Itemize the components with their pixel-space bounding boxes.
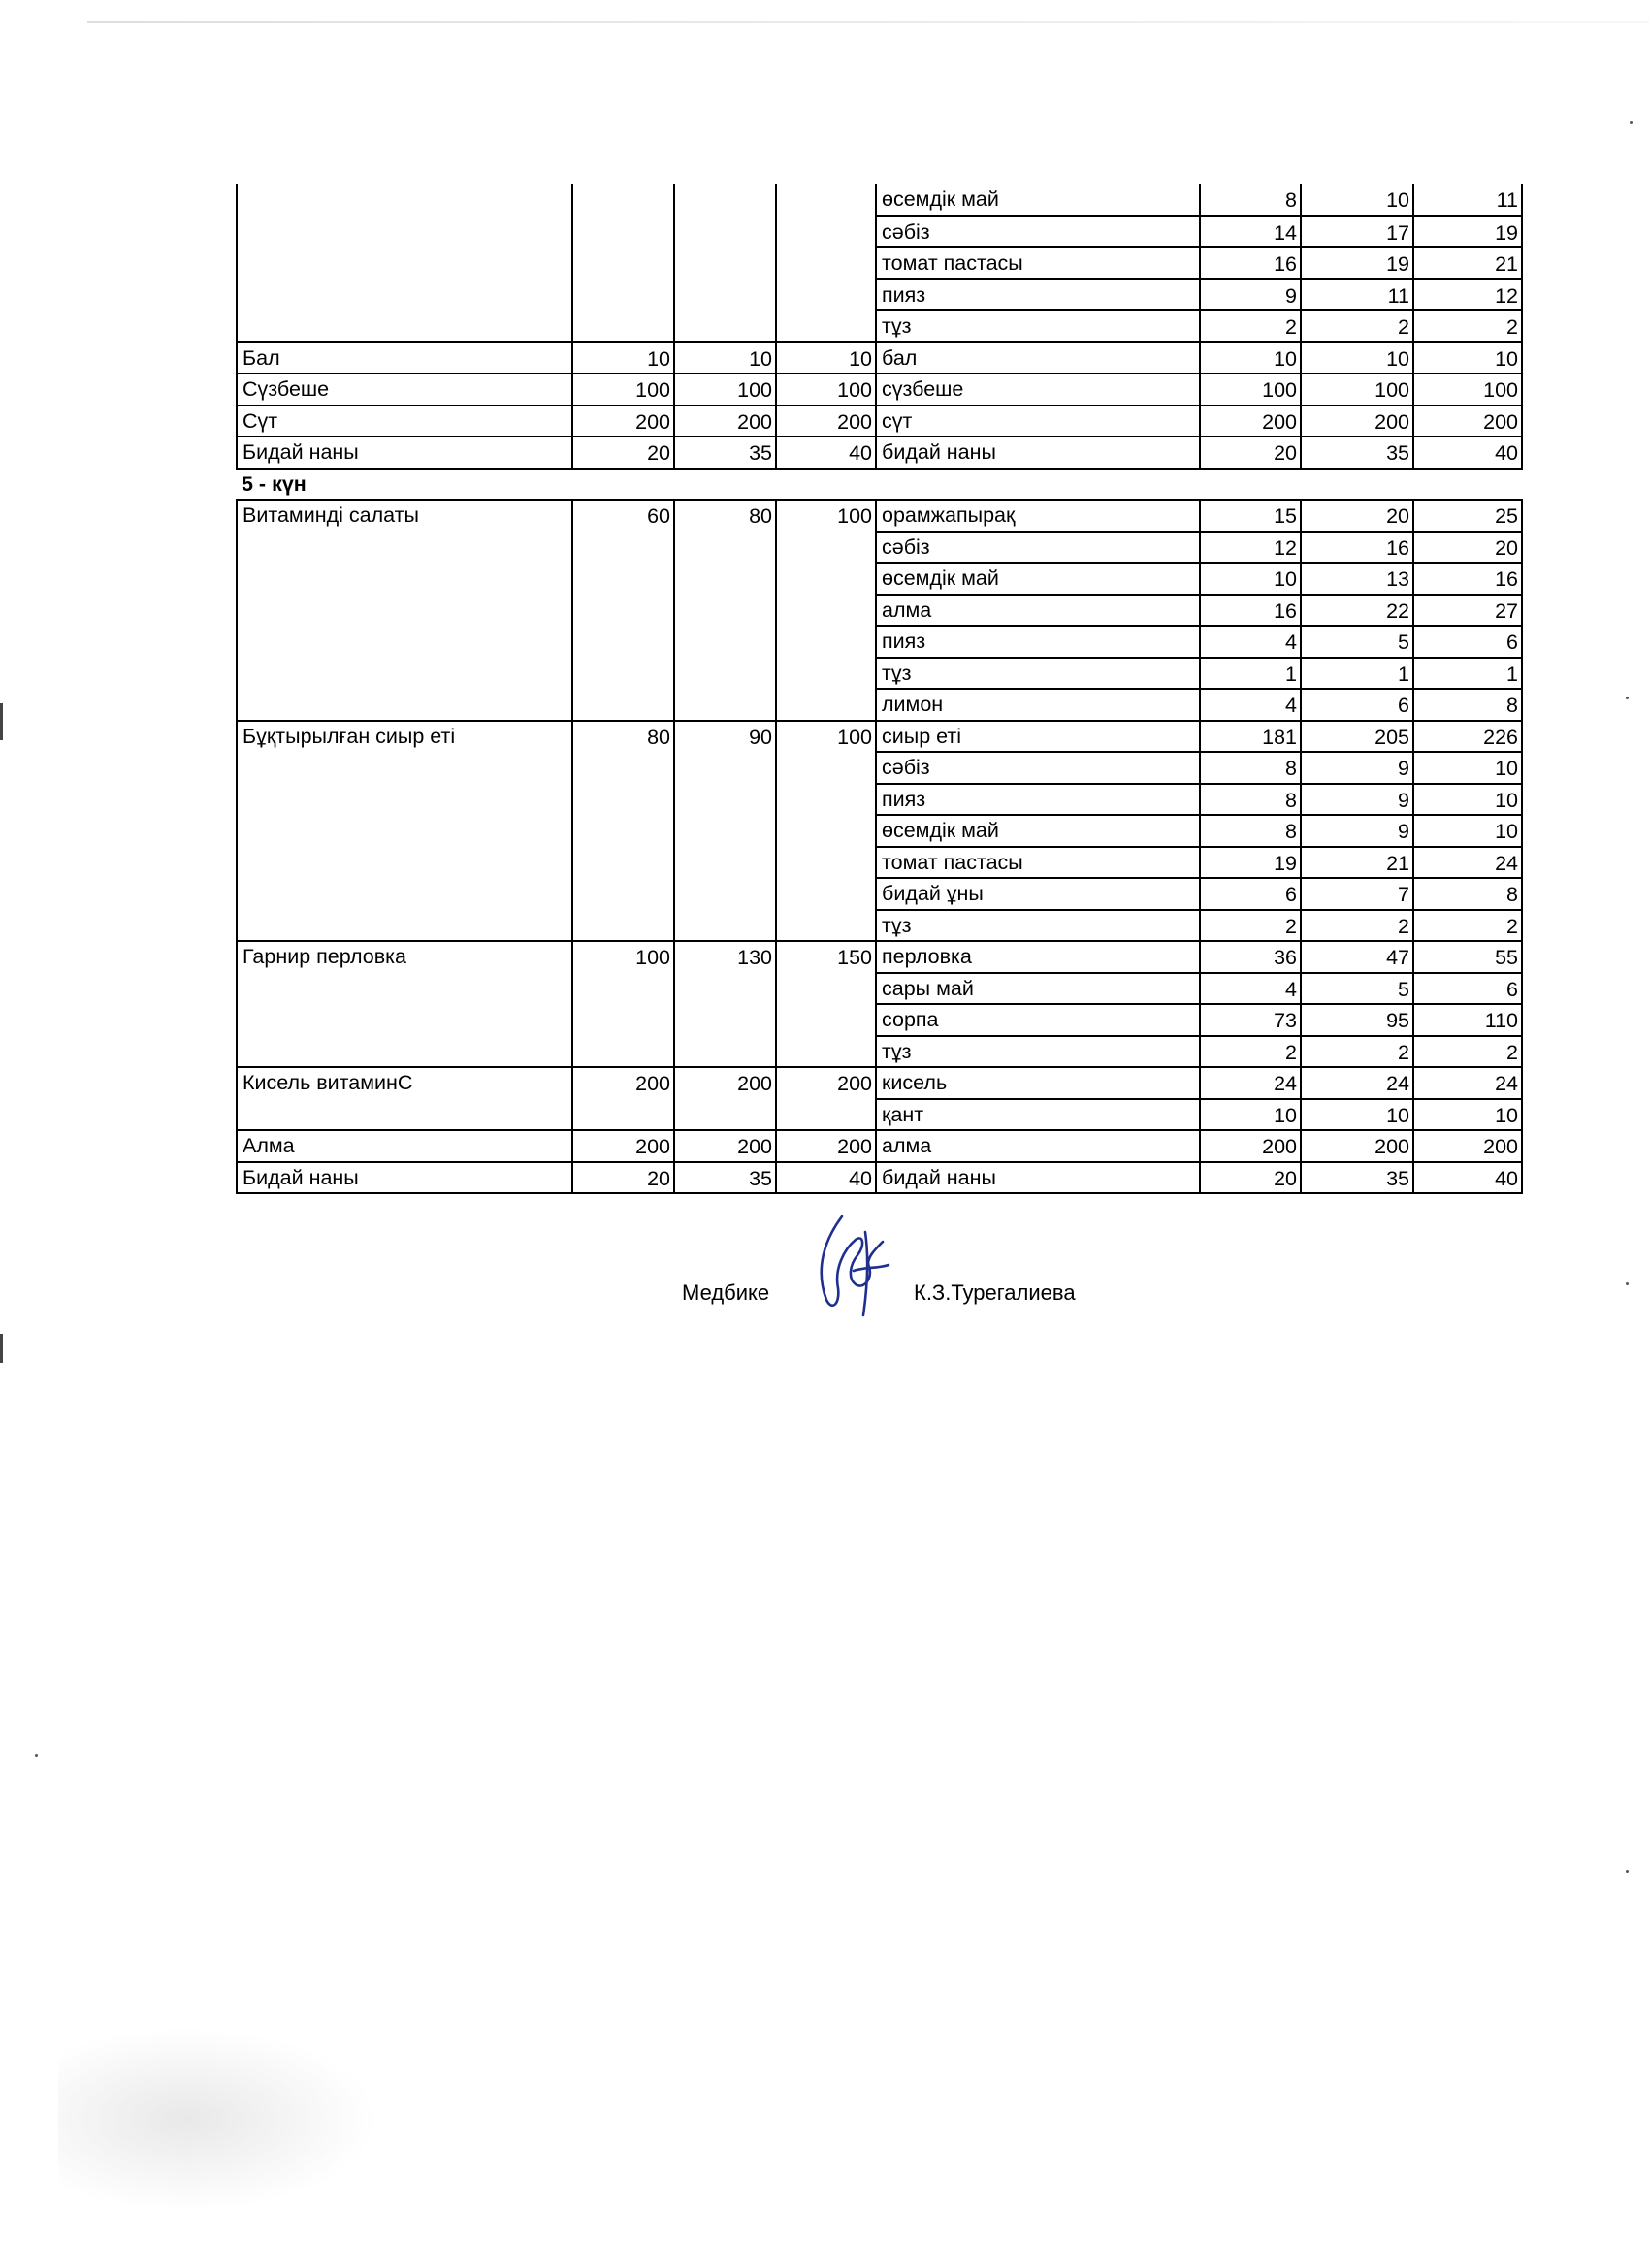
product-qty-3: 2 [1413, 1036, 1522, 1068]
product-qty-1: 14 [1200, 216, 1301, 248]
dish-name [237, 532, 572, 564]
portion-2 [674, 847, 776, 879]
product-name: томат пастасы [876, 847, 1200, 879]
portion-3 [776, 279, 876, 311]
table-row [237, 815, 1522, 847]
portion-1: 200 [572, 1130, 674, 1162]
portion-3: 100 [776, 373, 876, 405]
table-row [237, 373, 1522, 405]
product-qty-2: 200 [1301, 1130, 1413, 1162]
product-qty-3: 25 [1413, 500, 1522, 532]
dish-name [237, 563, 572, 595]
product-qty-3: 10 [1413, 1099, 1522, 1131]
portion-2 [674, 689, 776, 721]
portion-1: 200 [572, 405, 674, 437]
product-name: томат пастасы [876, 247, 1200, 279]
dish-name: Кисель витаминС [237, 1067, 572, 1099]
portion-1 [572, 279, 674, 311]
portion-1 [572, 658, 674, 690]
portion-2: 35 [674, 437, 776, 469]
product-qty-3: 10 [1413, 784, 1522, 816]
product-name: алма [876, 1130, 1200, 1162]
dish-name [237, 847, 572, 879]
product-qty-1: 1 [1200, 658, 1301, 690]
portion-3 [776, 310, 876, 342]
product-name: тұз [876, 310, 1200, 342]
portion-3: 10 [776, 342, 876, 374]
scan-speck [35, 1754, 38, 1757]
portion-2: 10 [674, 342, 776, 374]
portion-3 [776, 184, 876, 216]
portion-1 [572, 784, 674, 816]
portion-1 [572, 310, 674, 342]
portion-1 [572, 1099, 674, 1131]
portion-3 [776, 1036, 876, 1068]
table-row [237, 784, 1522, 816]
portion-2: 130 [674, 941, 776, 973]
portion-1: 100 [572, 373, 674, 405]
menu-table-body [237, 184, 1522, 1193]
portion-1 [572, 595, 674, 627]
product-name: бидай ұны [876, 878, 1200, 910]
dish-name: Гарнир перловка [237, 941, 572, 973]
nurse-position-label: Медбике [682, 1280, 770, 1305]
product-qty-1: 20 [1200, 1162, 1301, 1194]
product-name: пияз [876, 626, 1200, 658]
product-qty-3: 200 [1413, 405, 1522, 437]
product-qty-2: 9 [1301, 815, 1413, 847]
product-qty-2: 2 [1301, 1036, 1413, 1068]
portion-3 [776, 532, 876, 564]
product-qty-3: 21 [1413, 247, 1522, 279]
portion-1 [572, 1004, 674, 1036]
product-qty-3: 40 [1413, 437, 1522, 469]
product-name: сары май [876, 973, 1200, 1005]
product-qty-1: 20 [1200, 437, 1301, 469]
portion-1: 200 [572, 1067, 674, 1099]
product-name: қант [876, 1099, 1200, 1131]
product-qty-1: 19 [1200, 847, 1301, 879]
product-qty-3: 100 [1413, 373, 1522, 405]
product-qty-2: 16 [1301, 532, 1413, 564]
product-name: сәбіз [876, 216, 1200, 248]
product-name: тұз [876, 1036, 1200, 1068]
product-qty-2: 24 [1301, 1067, 1413, 1099]
portion-3: 150 [776, 941, 876, 973]
portion-3: 40 [776, 1162, 876, 1194]
product-qty-1: 4 [1200, 689, 1301, 721]
product-qty-1: 200 [1200, 405, 1301, 437]
table-row [237, 1130, 1522, 1162]
nurse-name: К.З.Турегалиева [914, 1280, 1076, 1305]
portion-2: 90 [674, 721, 776, 753]
dish-name: Бұқтырылған сиыр еті [237, 721, 572, 753]
portion-3 [776, 847, 876, 879]
product-qty-1: 8 [1200, 815, 1301, 847]
dish-name [237, 184, 572, 216]
portion-2 [674, 310, 776, 342]
portion-1 [572, 1036, 674, 1068]
dish-name: Бидай наны [237, 1162, 572, 1194]
dish-name [237, 910, 572, 942]
portion-3: 200 [776, 405, 876, 437]
portion-2: 200 [674, 1130, 776, 1162]
product-qty-2: 35 [1301, 437, 1413, 469]
table-row [237, 910, 1522, 942]
scan-speck [1626, 697, 1629, 699]
product-qty-2: 35 [1301, 1162, 1413, 1194]
portion-2 [674, 658, 776, 690]
product-qty-1: 10 [1200, 563, 1301, 595]
dish-name [237, 279, 572, 311]
product-qty-1: 16 [1200, 247, 1301, 279]
portion-3 [776, 658, 876, 690]
portion-3 [776, 910, 876, 942]
portion-2 [674, 247, 776, 279]
product-qty-1: 8 [1200, 184, 1301, 216]
product-qty-2: 11 [1301, 279, 1413, 311]
product-qty-1: 2 [1200, 1036, 1301, 1068]
scan-speck [1626, 1870, 1629, 1873]
portion-3 [776, 752, 876, 784]
portion-1 [572, 973, 674, 1005]
product-name: тұз [876, 658, 1200, 690]
product-qty-3: 20 [1413, 532, 1522, 564]
portion-2: 80 [674, 500, 776, 532]
portion-2 [674, 815, 776, 847]
product-qty-2: 205 [1301, 721, 1413, 753]
product-qty-2: 5 [1301, 626, 1413, 658]
product-qty-2: 17 [1301, 216, 1413, 248]
table-row [237, 689, 1522, 721]
signature [805, 1211, 902, 1319]
product-qty-3: 226 [1413, 721, 1522, 753]
product-qty-1: 2 [1200, 910, 1301, 942]
product-qty-1: 6 [1200, 878, 1301, 910]
table-row [237, 878, 1522, 910]
product-name: перловка [876, 941, 1200, 973]
portion-2 [674, 595, 776, 627]
scan-smudge [58, 2027, 378, 2212]
dish-name [237, 689, 572, 721]
table-row [237, 437, 1522, 469]
portion-2 [674, 626, 776, 658]
dish-name [237, 815, 572, 847]
portion-3 [776, 1099, 876, 1131]
portion-1: 80 [572, 721, 674, 753]
portion-2 [674, 752, 776, 784]
dish-name [237, 1004, 572, 1036]
day-header-row [237, 469, 1522, 501]
dish-name [237, 595, 572, 627]
product-qty-3: 200 [1413, 1130, 1522, 1162]
portion-3: 200 [776, 1067, 876, 1099]
portion-2 [674, 216, 776, 248]
dish-name [237, 1099, 572, 1131]
portion-3 [776, 689, 876, 721]
product-name: алма [876, 595, 1200, 627]
table-row [237, 500, 1522, 532]
product-qty-1: 9 [1200, 279, 1301, 311]
product-qty-2: 5 [1301, 973, 1413, 1005]
product-qty-1: 16 [1200, 595, 1301, 627]
portion-1: 60 [572, 500, 674, 532]
portion-1: 100 [572, 941, 674, 973]
product-qty-2: 2 [1301, 310, 1413, 342]
portion-3 [776, 973, 876, 1005]
portion-3 [776, 626, 876, 658]
day-header: 5 - күн [242, 471, 307, 496]
product-qty-3: 40 [1413, 1162, 1522, 1194]
portion-1 [572, 626, 674, 658]
table-row [237, 1036, 1522, 1068]
product-qty-2: 19 [1301, 247, 1413, 279]
portion-3 [776, 878, 876, 910]
product-name: сүт [876, 405, 1200, 437]
product-qty-3: 10 [1413, 815, 1522, 847]
product-qty-1: 2 [1200, 310, 1301, 342]
product-qty-1: 10 [1200, 342, 1301, 374]
portion-2: 200 [674, 1067, 776, 1099]
product-name: өсемдік май [876, 184, 1200, 216]
product-name: орамжапырақ [876, 500, 1200, 532]
product-qty-3: 110 [1413, 1004, 1522, 1036]
product-name: пияз [876, 784, 1200, 816]
product-qty-2: 100 [1301, 373, 1413, 405]
dish-name: Сүзбеше [237, 373, 572, 405]
product-name: сүзбеше [876, 373, 1200, 405]
portion-1 [572, 247, 674, 279]
menu-table [236, 184, 1523, 1194]
product-qty-1: 24 [1200, 1067, 1301, 1099]
dish-name [237, 973, 572, 1005]
dish-name: Бал [237, 342, 572, 374]
portion-2 [674, 279, 776, 311]
table-row [237, 721, 1522, 753]
product-qty-1: 100 [1200, 373, 1301, 405]
product-qty-2: 7 [1301, 878, 1413, 910]
portion-3 [776, 815, 876, 847]
portion-1 [572, 216, 674, 248]
dish-name: Сүт [237, 405, 572, 437]
dish-name [237, 784, 572, 816]
portion-3 [776, 784, 876, 816]
table-row [237, 405, 1522, 437]
table-row [237, 658, 1522, 690]
portion-1: 20 [572, 1162, 674, 1194]
portion-2 [674, 784, 776, 816]
table-row [237, 626, 1522, 658]
scan-edge [87, 21, 1649, 23]
scan-mark [0, 1334, 3, 1363]
product-qty-3: 11 [1413, 184, 1522, 216]
portion-2 [674, 563, 776, 595]
product-qty-3: 6 [1413, 626, 1522, 658]
product-qty-1: 181 [1200, 721, 1301, 753]
portion-1 [572, 184, 674, 216]
portion-1 [572, 910, 674, 942]
table-row [237, 1099, 1522, 1131]
dish-name [237, 310, 572, 342]
product-name: лимон [876, 689, 1200, 721]
table-row [237, 184, 1522, 216]
portion-1 [572, 878, 674, 910]
portion-2: 200 [674, 405, 776, 437]
table-row [237, 1067, 1522, 1099]
product-qty-1: 200 [1200, 1130, 1301, 1162]
product-qty-2: 9 [1301, 784, 1413, 816]
table-row [237, 595, 1522, 627]
product-qty-3: 2 [1413, 310, 1522, 342]
product-name: бал [876, 342, 1200, 374]
product-name: сиыр еті [876, 721, 1200, 753]
product-qty-1: 4 [1200, 626, 1301, 658]
dish-name: Витаминді салаты [237, 500, 572, 532]
scan-speck [1626, 1282, 1629, 1285]
dish-name: Бидай наны [237, 437, 572, 469]
dish-name [237, 658, 572, 690]
product-qty-2: 9 [1301, 752, 1413, 784]
portion-3 [776, 595, 876, 627]
product-name: сәбіз [876, 752, 1200, 784]
table-row [237, 216, 1522, 248]
product-qty-1: 10 [1200, 1099, 1301, 1131]
table-row [237, 310, 1522, 342]
portion-2: 100 [674, 373, 776, 405]
portion-3 [776, 563, 876, 595]
table-row [237, 941, 1522, 973]
portion-1 [572, 752, 674, 784]
product-qty-2: 21 [1301, 847, 1413, 879]
product-qty-3: 12 [1413, 279, 1522, 311]
portion-2 [674, 532, 776, 564]
portion-2 [674, 184, 776, 216]
product-qty-1: 4 [1200, 973, 1301, 1005]
product-qty-2: 200 [1301, 405, 1413, 437]
product-qty-3: 1 [1413, 658, 1522, 690]
portion-3 [776, 216, 876, 248]
portion-1 [572, 689, 674, 721]
portion-1 [572, 563, 674, 595]
product-qty-2: 1 [1301, 658, 1413, 690]
product-qty-3: 16 [1413, 563, 1522, 595]
product-qty-3: 10 [1413, 342, 1522, 374]
product-qty-3: 24 [1413, 1067, 1522, 1099]
product-qty-1: 73 [1200, 1004, 1301, 1036]
scan-mark [0, 703, 3, 740]
portion-2 [674, 878, 776, 910]
dish-name: Алма [237, 1130, 572, 1162]
product-name: сорпа [876, 1004, 1200, 1036]
portion-3: 40 [776, 437, 876, 469]
product-name: өсемдік май [876, 815, 1200, 847]
table-row [237, 973, 1522, 1005]
product-qty-3: 8 [1413, 878, 1522, 910]
table-row [237, 1162, 1522, 1194]
portion-2 [674, 1036, 776, 1068]
portion-3: 100 [776, 721, 876, 753]
portion-2 [674, 973, 776, 1005]
dish-name [237, 878, 572, 910]
product-name: пияз [876, 279, 1200, 311]
table-row [237, 847, 1522, 879]
product-qty-3: 10 [1413, 752, 1522, 784]
portion-1 [572, 532, 674, 564]
product-qty-2: 6 [1301, 689, 1413, 721]
product-qty-1: 8 [1200, 784, 1301, 816]
product-qty-1: 15 [1200, 500, 1301, 532]
portion-2 [674, 1099, 776, 1131]
product-qty-1: 36 [1200, 941, 1301, 973]
product-qty-3: 6 [1413, 973, 1522, 1005]
table-row [237, 247, 1522, 279]
table-row [237, 279, 1522, 311]
product-name: кисель [876, 1067, 1200, 1099]
product-name: тұз [876, 910, 1200, 942]
scan-speck [1630, 121, 1633, 124]
product-qty-3: 24 [1413, 847, 1522, 879]
product-qty-2: 22 [1301, 595, 1413, 627]
table-row [237, 563, 1522, 595]
product-qty-2: 10 [1301, 342, 1413, 374]
table-row [237, 752, 1522, 784]
product-qty-1: 12 [1200, 532, 1301, 564]
dish-name [237, 626, 572, 658]
dish-name [237, 216, 572, 248]
table-row [237, 532, 1522, 564]
product-name: бидай наны [876, 437, 1200, 469]
product-name: сәбіз [876, 532, 1200, 564]
product-qty-2: 20 [1301, 500, 1413, 532]
product-qty-3: 27 [1413, 595, 1522, 627]
product-qty-2: 10 [1301, 184, 1413, 216]
product-name: өсемдік май [876, 563, 1200, 595]
product-qty-2: 13 [1301, 563, 1413, 595]
product-qty-2: 95 [1301, 1004, 1413, 1036]
product-qty-2: 10 [1301, 1099, 1413, 1131]
product-qty-2: 2 [1301, 910, 1413, 942]
product-qty-3: 2 [1413, 910, 1522, 942]
dish-name [237, 752, 572, 784]
product-qty-3: 19 [1413, 216, 1522, 248]
product-qty-2: 47 [1301, 941, 1413, 973]
dish-name [237, 1036, 572, 1068]
product-name: бидай наны [876, 1162, 1200, 1194]
portion-3: 100 [776, 500, 876, 532]
portion-1 [572, 815, 674, 847]
portion-2 [674, 910, 776, 942]
portion-1: 20 [572, 437, 674, 469]
portion-3 [776, 1004, 876, 1036]
portion-3: 200 [776, 1130, 876, 1162]
portion-1 [572, 847, 674, 879]
dish-name [237, 247, 572, 279]
portion-1: 10 [572, 342, 674, 374]
product-qty-1: 8 [1200, 752, 1301, 784]
portion-2: 35 [674, 1162, 776, 1194]
product-qty-3: 55 [1413, 941, 1522, 973]
portion-3 [776, 247, 876, 279]
table-row [237, 1004, 1522, 1036]
table-row [237, 342, 1522, 374]
portion-2 [674, 1004, 776, 1036]
product-qty-3: 8 [1413, 689, 1522, 721]
